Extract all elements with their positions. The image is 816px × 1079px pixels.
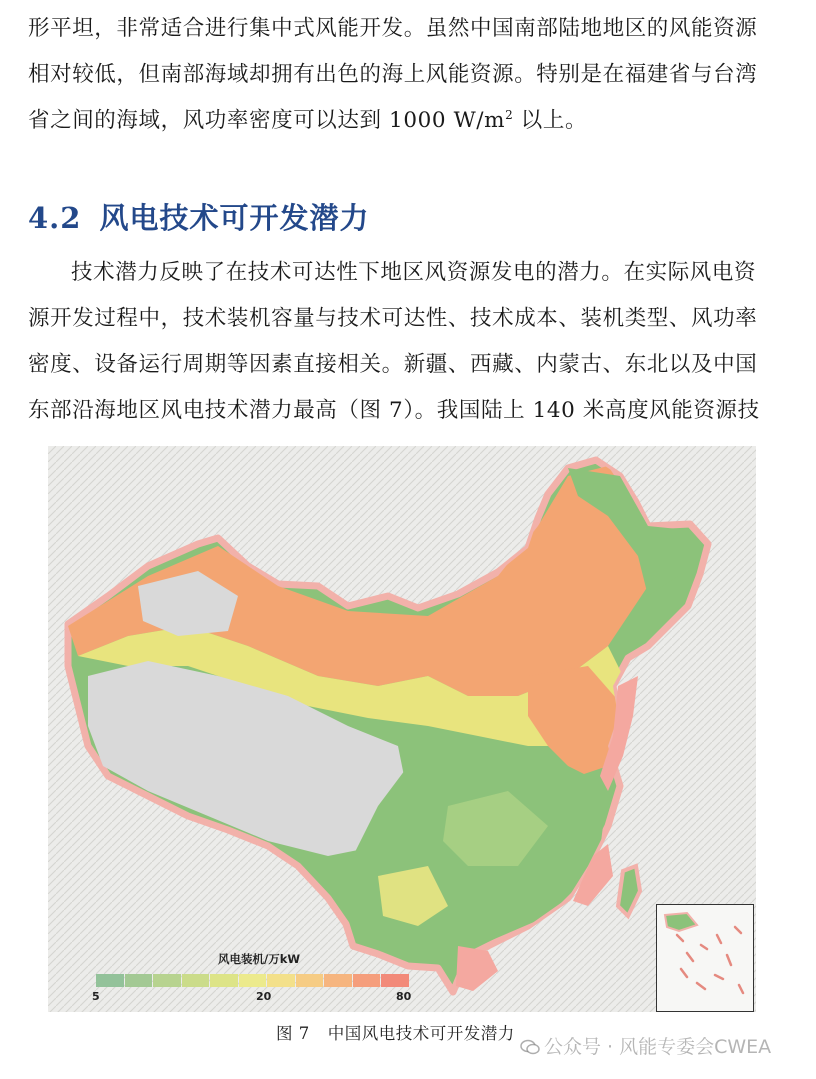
- section-heading: [28, 196, 369, 237]
- figure-number: 图 7: [276, 1024, 310, 1043]
- text-line: 源开发过程中，技术装机容量与技术可达性、技术成本、装机类型、风功率: [28, 306, 758, 331]
- legend-swatch: [324, 974, 352, 987]
- legend-tick-min: 5: [92, 990, 100, 1003]
- text-line: 密度、设备运行周期等因素直接相关。新疆、西藏、内蒙古、东北以及中国: [28, 352, 758, 377]
- legend-swatch: [153, 974, 181, 987]
- inset-graphic: [657, 905, 753, 1011]
- south-china-sea-inset: [656, 904, 754, 1012]
- legend-swatch: [182, 974, 210, 987]
- legend-color-bar: [96, 974, 410, 987]
- text-line: [28, 98, 788, 144]
- legend-swatch: [296, 974, 324, 987]
- paragraph-intro: [28, 6, 788, 144]
- section-title: 风电技术可开发潜力: [99, 201, 370, 235]
- text-line: 形平坦，非常适合进行集中式风能开发。虽然中国南部陆地地区的风能资源: [28, 16, 758, 41]
- superscript: 2: [505, 107, 514, 122]
- legend-swatch: [267, 974, 295, 987]
- wechat-watermark: [520, 1032, 771, 1059]
- legend-swatch: [96, 974, 124, 987]
- legend-swatch: [239, 974, 267, 987]
- legend-swatch: [381, 974, 409, 987]
- legend-title: 风电装机/万kW: [218, 952, 301, 966]
- legend-swatch: [210, 974, 238, 987]
- text-segment: 以上。: [513, 108, 588, 133]
- wechat-icon: [520, 1038, 540, 1054]
- text-line: [28, 250, 788, 296]
- paragraph-body: [28, 250, 788, 434]
- figure-caption: [276, 1020, 515, 1044]
- figure-title: 中国风电技术可开发潜力: [327, 1024, 515, 1043]
- text-segment: 省之间的海域，风功率密度可以达到 1000 W/m: [28, 108, 506, 133]
- legend-tick-max: 80: [396, 990, 412, 1003]
- map-graphic: [48, 446, 756, 1012]
- legend-swatch: [125, 974, 153, 987]
- section-number: 4.2: [28, 201, 82, 235]
- legend-tick-mid: 20: [256, 990, 272, 1003]
- text-segment: 技术潜力反映了在技术可达性下地区风资源发电的潜力。在实际风电资: [71, 260, 757, 285]
- watermark-text: 公众号 · 风能专委会CWEA: [544, 1036, 772, 1058]
- legend-swatch: [353, 974, 381, 987]
- china-wind-potential-map: [48, 446, 756, 1012]
- text-line: 东部沿海地区风电技术潜力最高（图 7）。我国陆上 140 米高度风能资源技: [28, 398, 760, 423]
- text-line: 相对较低，但南部海域却拥有出色的海上风能资源。特别是在福建省与台湾: [28, 62, 758, 87]
